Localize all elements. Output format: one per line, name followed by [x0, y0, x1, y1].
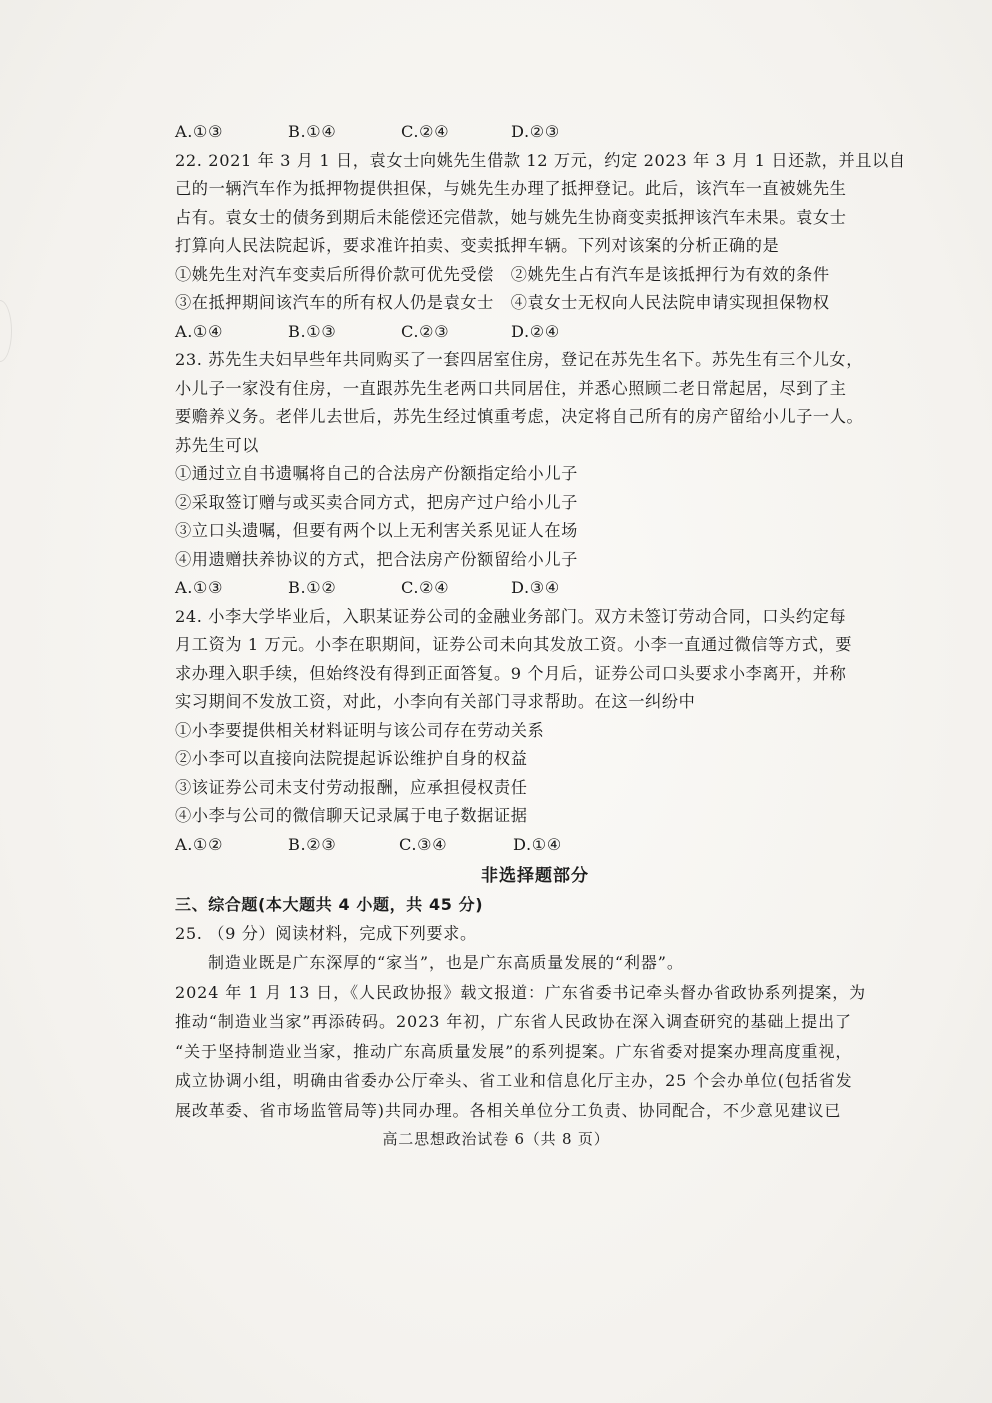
q22-option-d: D.②④ [511, 321, 560, 341]
q24-option-d: D.①④ [513, 834, 562, 854]
q24-statement-line: ④小李与公司的微信聊天记录属于电子数据证据 [175, 806, 528, 825]
q25-material-line: 2024 年 1 月 13 日，《人民政协报》载文报道：广东省委书记牵头督办省政协系列提案，为 [175, 982, 866, 1002]
q23-statement-line: ④用遗赠扶养协议的方式，把合法房产份额留给小儿子 [175, 549, 578, 569]
q22-statement-line: ①姚先生对汽车变卖后所得价款可优先受偿 ②姚先生占有汽车是该抵押行为有效的条件 [175, 264, 830, 284]
q25-material-line: “关于坚持制造业当家，推动广东高质量发展”的系列提案。广东省委对提案办理高度重视， [175, 1041, 853, 1061]
q24-stem-line: 求办理入职手续，但始终没有得到正面答复。9 个月后，证券公司口头要求小李离开，并称 [175, 663, 847, 683]
q22-option-a: A.①④ [175, 321, 224, 341]
q22-option-b: B.①③ [288, 321, 337, 341]
q23-option-b: B.①② [288, 578, 337, 597]
q23-options [175, 574, 885, 603]
q24-stem-line: 实习期间不发放工资，对此，小李向有关部门寻求帮助。在这一纠纷中 [175, 692, 696, 711]
page-content [175, 118, 906, 1125]
q24-statement-line: ③该证券公司未支付劳动报酬，应承担侵权责任 [175, 777, 528, 797]
q23-stem-line: 小儿子一家没有住房，一直跟苏先生老两口共同居住，并悉心照顾二老日常起居，尽到了主 [175, 378, 847, 398]
q23-statement-line: ①通过立自书遗嘱将自己的合法房产份额指定给小儿子 [175, 464, 578, 483]
q24-option-a: A.①② [175, 834, 224, 854]
q25-material-line: 制造业既是广东深厚的“家当”，也是广东高质量发展的“利器”。 [208, 953, 684, 972]
q25-material [175, 948, 885, 1125]
q24-options [175, 831, 885, 860]
q23-option-a: A.①③ [175, 578, 224, 597]
q21-options [175, 118, 885, 147]
q22-stem-line: 22. 2021 年 3 月 1 日，袁女士向姚先生借款 12 万元，约定 2023 年 3 月 1 日还款，并且以自 [175, 150, 906, 170]
q24-option-c: C.③④ [399, 834, 448, 854]
q21-option-d: D.②③ [511, 122, 560, 141]
q21-option-a: A.①③ [175, 122, 224, 141]
q23-statement-line: ③立口头遗嘱，但要有两个以上无利害关系见证人在场 [175, 521, 578, 540]
q24-option-b: B.②③ [288, 834, 337, 854]
q21-option-c: C.②④ [401, 122, 450, 141]
q25-material-line: 成立协调小组，明确由省委办公厅牵头、省工业和信息化厅主办，25 个会办单位(包括省发 [175, 1071, 853, 1090]
q22-options [175, 318, 885, 347]
section-title: 非选择题部分 [481, 866, 589, 886]
q25-material-line: 展改革委、省市场监管局等)共同办理。各相关单位分工负责、协同配合，不少意见建议已 [175, 1100, 842, 1120]
q22-stem-line: 占有。袁女士的债务到期后未能偿还完借款，她与姚先生协商变卖抵押该汽车未果。袁女士 [175, 207, 847, 227]
q23-statement-line: ②采取签订赠与或买卖合同方式，把房产过户给小儿子 [175, 492, 578, 512]
q25-intro: 25. （9 分）阅读材料，完成下列要求。 [175, 923, 477, 943]
page-footer: 高二思想政治试卷 6（共 8 页） [382, 1130, 610, 1148]
question-22 [175, 147, 906, 347]
question-24 [175, 603, 885, 860]
q24-stem-line: 24. 小李大学毕业后，入职某证券公司的金融业务部门。双方未签订劳动合同，口头约定每 [175, 606, 847, 626]
part3-heading: 三、综合题(本大题共 4 小题，共 45 分) [175, 895, 484, 914]
q23-stem-line: 苏先生可以 [175, 435, 259, 455]
q21-option-b: B.①④ [288, 122, 337, 141]
q23-option-c: C.②④ [401, 578, 450, 597]
question-23 [175, 346, 885, 603]
q24-stem-line: 月工资为 1 万元。小李在职期间，证券公司未向其发放工资。小李一直通过微信等方式，要 [175, 635, 853, 654]
q22-stem-line: 己的一辆汽车作为抵押物提供担保，与姚先生办理了抵押登记。此后，该汽车一直被姚先生 [175, 179, 847, 198]
q25-material-line: 推动“制造业当家”再添砖码。2023 年初，广东省人民政协在深入调查研究的基础上提出了 [175, 1012, 852, 1031]
q23-stem-line: 23. 苏先生夫妇早些年共同购买了一套四居室住房，登记在苏先生名下。苏先生有三个儿女， [175, 350, 863, 369]
q24-statement-line: ②小李可以直接向法院提起诉讼维护自身的权益 [175, 749, 528, 768]
q22-statement-line: ③在抵押期间该汽车的所有权人仍是袁女士 ④袁女士无权向人民法院申请实现担保物权 [175, 293, 830, 312]
q24-statement-line: ①小李要提供相关材料证明与该公司存在劳动关系 [175, 720, 545, 740]
punch-hole-mark [0, 300, 12, 362]
q22-option-c: C.②③ [401, 321, 450, 341]
q22-stem-line: 打算向人民法院起诉，要求准许拍卖、变卖抵押车辆。下列对该案的分析正确的是 [175, 236, 780, 255]
q23-stem-line: 要赡养义务。老伴儿去世后，苏先生经过慎重考虑，决定将自己所有的房产留给小儿子一人。 [175, 407, 864, 426]
q23-option-d: D.③④ [511, 578, 560, 597]
